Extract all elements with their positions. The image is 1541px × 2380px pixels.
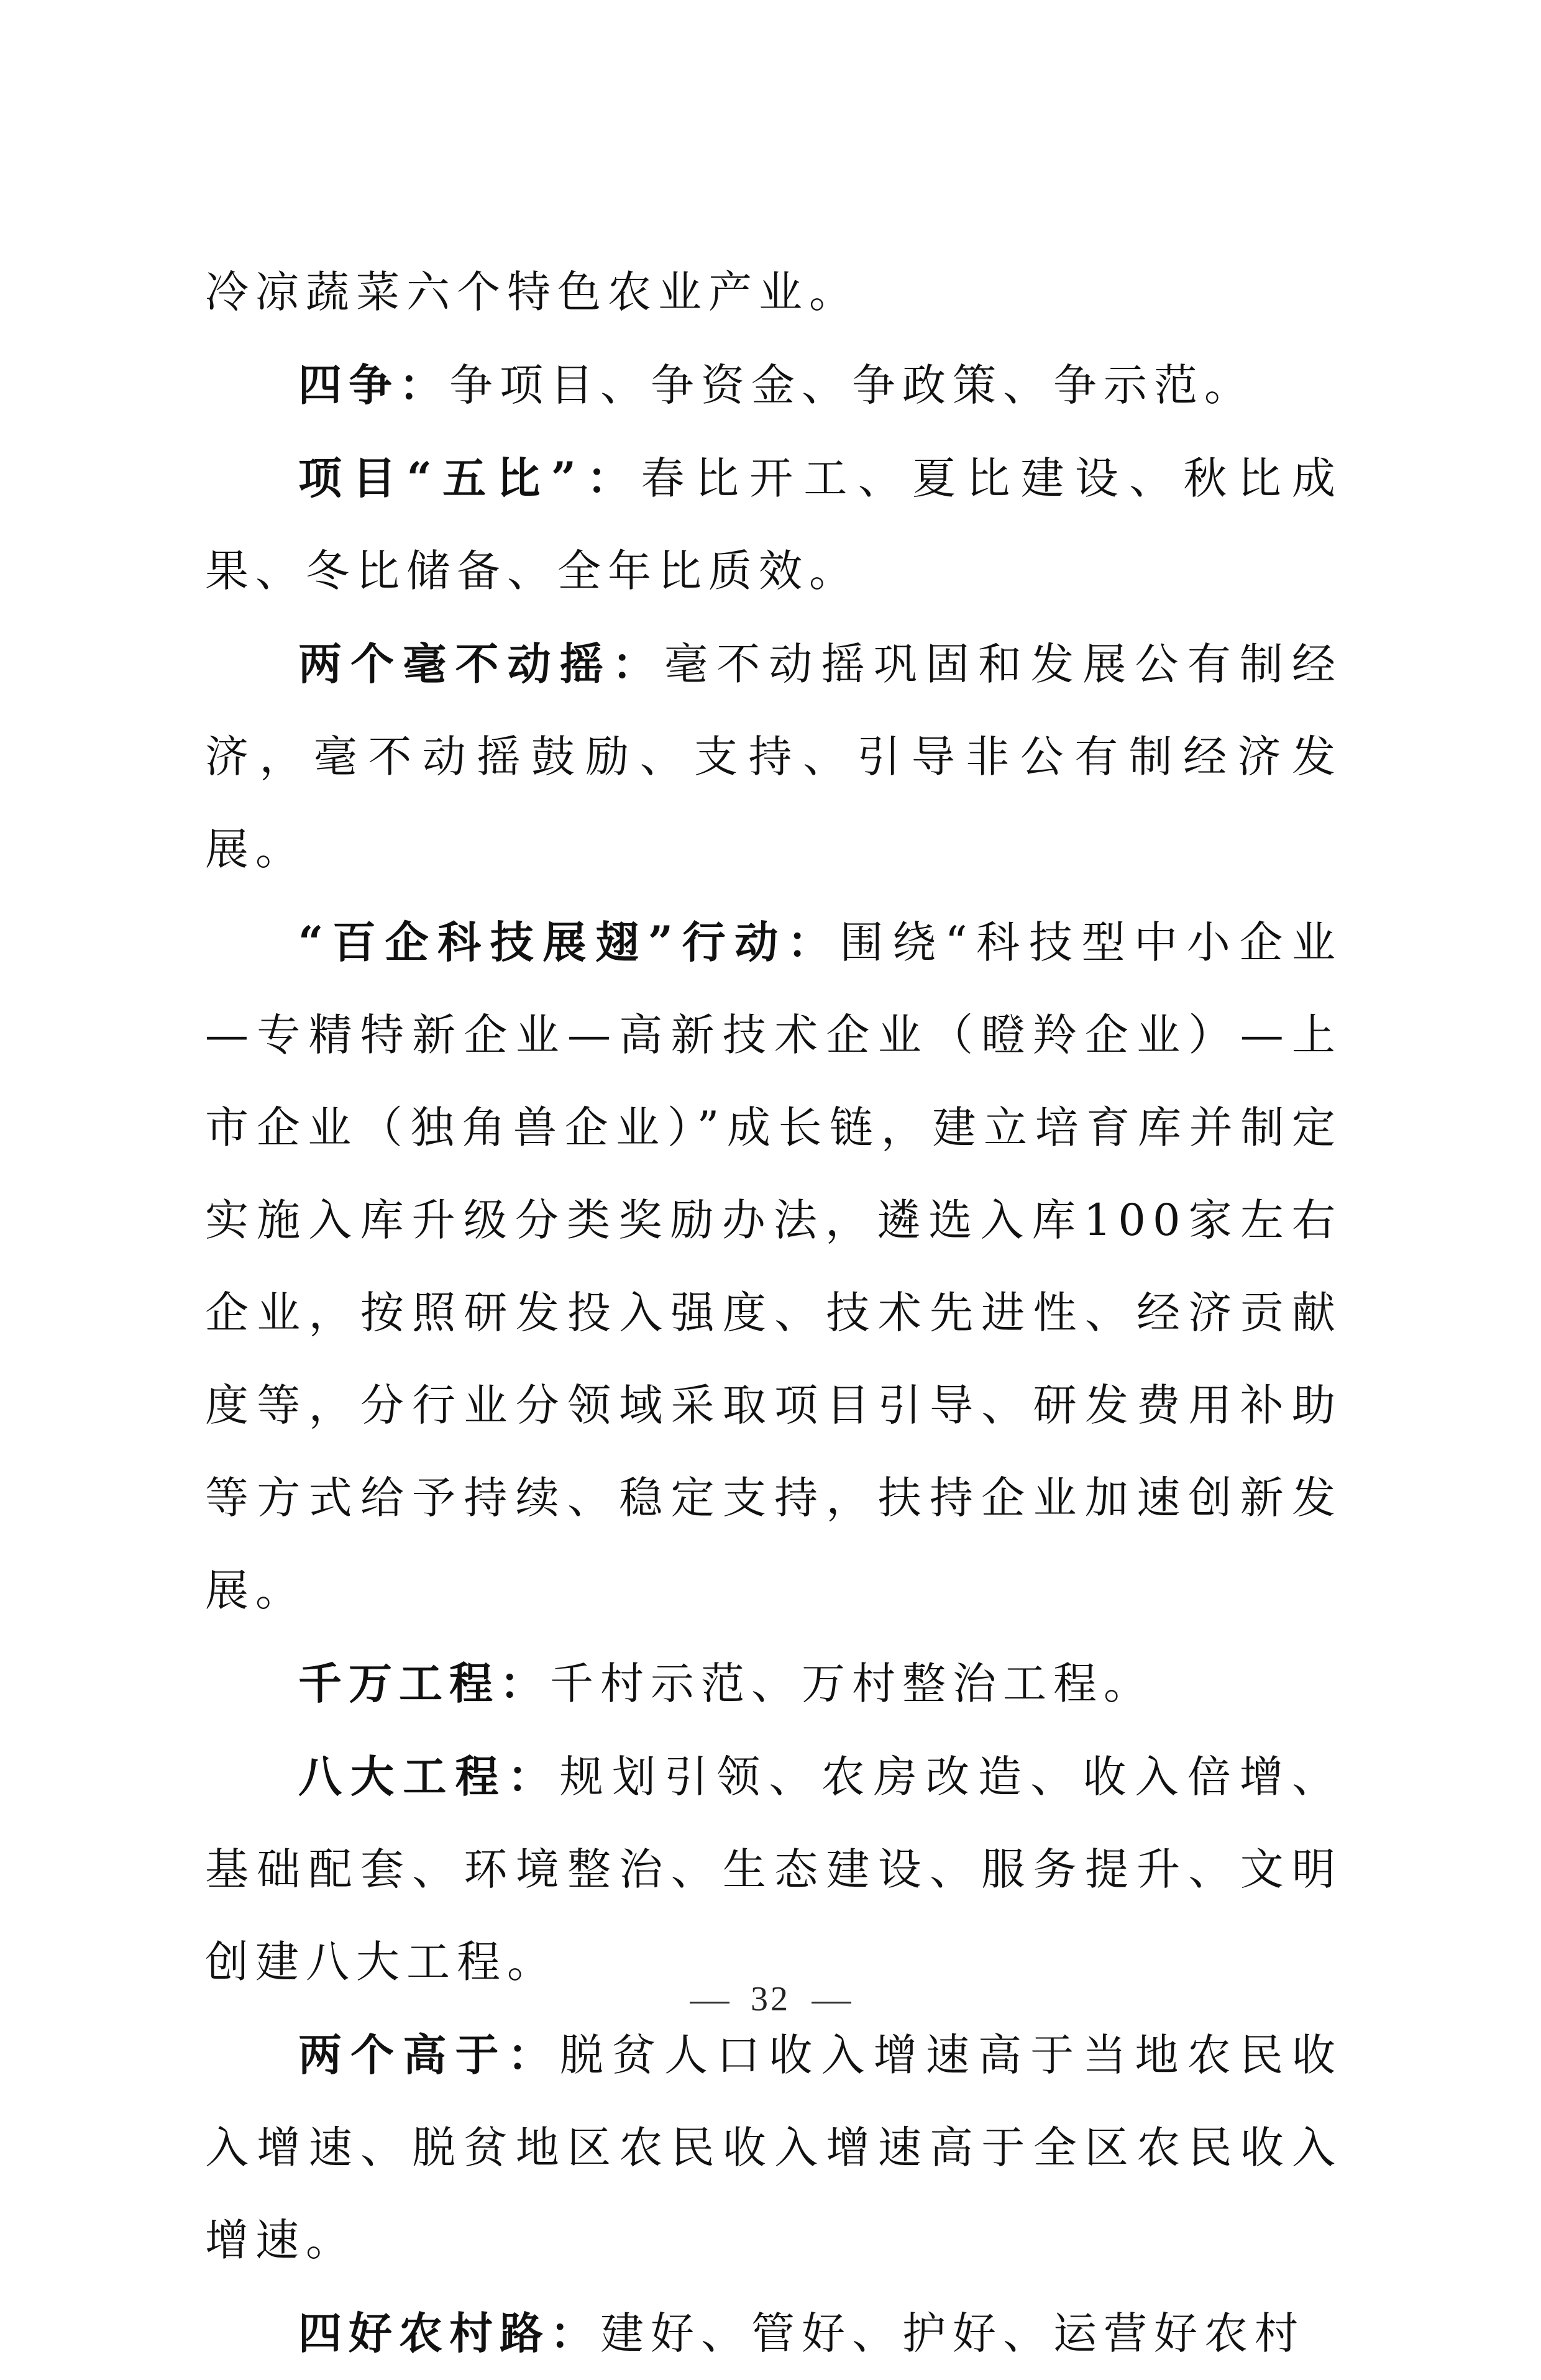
paragraph-1: [205, 245, 1342, 339]
paragraph-2: [205, 339, 1342, 432]
paragraph-1-body: 冷凉蔬菜六个特色农业产业。: [205, 267, 859, 317]
paragraph-2-body: 争项目、争资金、争政策、争示范。: [449, 360, 1255, 411]
paragraph-8: [205, 2008, 1342, 2287]
paragraph-6-body: 千村示范、万村整治工程。: [550, 1658, 1154, 1709]
page-number-right-dash: [812, 2002, 851, 2004]
page-number-left-dash: [690, 2002, 729, 2004]
paragraph-8-body: 脱贫人口收入增速高于当地农民收入增速、脱贫地区农民收入增速高于全区农民收入增速。: [205, 2030, 1343, 2266]
paragraph-5: [205, 896, 1342, 1637]
paragraph-4-term: 两个毫不动摇：: [298, 638, 665, 690]
paragraph-8-term: 两个高于：: [298, 2029, 560, 2081]
paragraph-3: [205, 432, 1342, 618]
paragraph-7: [205, 1730, 1342, 2008]
page-number: [0, 1979, 1541, 2019]
page-number-value: 32: [751, 1980, 790, 2018]
paragraph-7-body: 规划引领、农房改造、收入倍增、基础配套、环境整治、生态建设、服务提升、文明创建八大工程。: [205, 1751, 1343, 1987]
paragraph-3-term: 项目“五比”：: [298, 452, 641, 504]
paragraph-4-body: 毫不动摇巩固和发展公有制经济，毫不动摇鼓励、支持、引导非公有制经济发展。: [205, 639, 1343, 875]
paragraph-6: [205, 1637, 1342, 1730]
paragraph-9: [205, 2287, 1342, 2380]
paragraph-2-term: 四争：: [298, 359, 449, 411]
paragraph-9-term: 四好农村路：: [298, 2307, 600, 2359]
paragraph-5-body: 围绕“科技型中小企业—专精特新企业—高新技术企业（瞪羚企业）—上市企业（独角兽企业）”成长链，建立培育库并制定实施入库升级分类奖励办法，遴选入库100家左右企业，按照研发投入强度、技术先进性、经济贡献度等，分行业分领域采取项目引导、研发费用补助等方式给予持续、稳定支持，扶持企业加速创新发展。: [205, 917, 1342, 1616]
paragraph-9-body: 建好、管好、护好、运营好农村: [600, 2308, 1305, 2359]
paragraph-3-body: 春比开工、夏比建设、秋比成果、冬比储备、全年比质效。: [205, 453, 1342, 596]
paragraph-7-term: 八大工程：: [298, 1751, 560, 1802]
paragraph-5-term: “百企科技展翅”行动：: [298, 916, 840, 968]
body-text: [205, 245, 1342, 2380]
paragraph-4: [205, 618, 1342, 896]
paragraph-6-term: 千万工程：: [298, 1657, 550, 1709]
